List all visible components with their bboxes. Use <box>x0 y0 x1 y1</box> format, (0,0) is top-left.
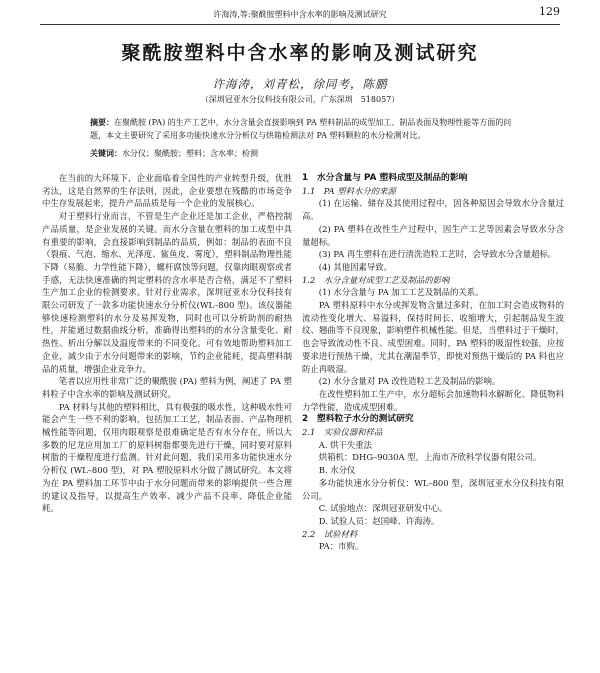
list-item: (1) 水分含量与 PA 加工工艺及制品的关系。 <box>318 287 484 298</box>
body-paragraph: 在当前的大环境下，企业面临着全国性的产业转型升级，优胜劣汰，这是自然界的生存法则，因此，企业要想在残酷的市场竞争中生存发展起来，提升产品品质是每一个企业的发展核心。 <box>42 173 292 209</box>
body-paragraph: 笔者以应用性非常广泛的聚酰胺 (PA) 塑料为例，阐述了 PA 塑料粒子中含水率的影响及测试研究。 <box>42 376 292 399</box>
list-item: A. 烘干失重法 <box>318 439 373 450</box>
section-1-heading: 1 水分含量与 PA 塑料成型及制品的影响 <box>302 173 468 183</box>
list-item: (2) PA 塑料在改性生产过程中，因生产工艺等因素会导致水分含量超标。 <box>302 223 564 247</box>
abstract-label: 摘要： <box>90 118 114 127</box>
left-column <box>42 172 292 515</box>
running-title: 许海涛,等:聚酰胺塑料中含水率的影响及测试研究 <box>213 10 387 19</box>
list-item: D. 试验人员：赵国峰、许海涛。 <box>318 515 440 526</box>
section-1-1-heading: 1.1 PA 塑料水分的来源 <box>302 185 396 196</box>
list-item: (1) 在运输、储存及其使用过程中，因各种原因会导致水分含量过高。 <box>302 198 564 222</box>
right-column <box>302 172 564 553</box>
list-item: (2) 水分含量对 PA 改性造粒工艺及制品的影响。 <box>318 376 501 387</box>
abstract <box>90 116 522 142</box>
page-number: 129 <box>539 5 560 18</box>
list-item: C. 试验地点：深圳冠亚研发中心。 <box>318 503 448 514</box>
keywords-text: 水分仪；聚酰胺；塑料；含水率；检测 <box>122 149 258 158</box>
list-item: (3) PA 再生塑料在进行清洗造粒工艺时，会导致水分含量超标。 <box>318 249 557 260</box>
running-header <box>40 5 560 25</box>
keywords <box>90 148 522 160</box>
list-item: 多功能快速水分分析仪：WL–800 型，深圳冠亚水分仪科技有限公司。 <box>302 477 564 501</box>
list-item: 烘箱机：DHG–9030A 型，上海市齐欣科学仪器有限公司。 <box>318 452 542 463</box>
body-paragraph: PA 材料与其他的塑料相比，具有极强的吸水性，这种吸水性可能会产生一些不利的影响，包括加工工艺，制品表面、产品物理机械性能等问题，仅用肉眼观察是很难确定是否有水分存在，所以大多数的尼龙应用加工厂的原料树脂都要先进行干燥，同时要对原料树脂的干燥程度进行监测。针对此问题，我们采用多功能快速水分分析仪 (WL–800 型)，对 PA 塑胶原料水分做了测试研究。本文将为在 PA 塑料加工环节中由于水分问题而带来的影响提供一些合理的建议及指导，以提高生产效率、减少产品不良率、降低企业能耗。 <box>42 401 292 514</box>
body-paragraph: 对于塑料行业而言，不管是生产企业还是加工企业，严格控制产品质量，是企业发展的关键。而水分含量在塑料的加工成型中具有重要的影响，会直接影响到制品的品质，例如：制品的表面不良（裂痕、气泡、缩水、光泽度、鲨鱼皮、雾度），塑料制品物理性能下降（易脆、力学性能下降），螺杆腐蚀等问题，仅靠肉眼观察或者手感，无法快速准确的判定塑料的含水率是否合格，满足不了塑料生产加工企业的检测要求。针对行业需求，深圳冠亚水分仪科技有限公司研发了一款多功能快速水分分析仪(WL–800 型)。该仪器能够快速检测塑料的水分及易挥发物，同时也可以分析助剂的耐热性，并能通过数据曲线分析，准确得出塑料的的水分含量变化、耐热性、析出分解以及温度带来的不同变化。可有效地帮助塑料加工企业，减少由于水分问题带来的影响，节约企业能耗，提高塑料制品的质量，增强企业竞争力。 <box>42 211 292 374</box>
abstract-text: 在聚酰胺 (PA) 的生产工艺中，水分含量会直接影响到 PA 塑料制品的成型加工、制品表面及物理性能等方面的问题，本文主要研究了采用多功能快速水分分析仪与烘箱检测法对 PA 塑料颗粒的水分检测对比。 <box>90 118 512 140</box>
list-item: PA：市购。 <box>318 541 364 552</box>
list-item: (4) 其他因素导致。 <box>318 261 392 272</box>
keywords-label: 关键词： <box>90 149 122 158</box>
section-2-heading: 2 塑料粒子水分的测试研究 <box>302 414 414 425</box>
section-2-2-heading: 2.2 试验材料 <box>302 528 358 539</box>
paper-title: 聚酰胺塑料中含水率的影响及测试研究 <box>121 42 479 64</box>
affiliation: （深圳冠亚水分仪科技有限公司，广东深圳 518057） <box>200 95 400 104</box>
body-paragraph: 在改性塑料加工生产中，水分超标会加速物料水解断化、降低物料力学性能，造成成型困难。 <box>302 388 564 412</box>
section-1-2-heading: 1.2 水分含量对成型工艺及制品的影响 <box>302 274 450 285</box>
section-2-1-heading: 2.1 实验仪器和样品 <box>302 427 383 438</box>
list-item: B. 水分仪 <box>318 465 356 476</box>
body-paragraph: PA 塑料原料中水分或挥发物含量过多时，在加工时会造成物料的流动性变化增大、易溢料，保持时间长、收缩增大，引起制品发生波纹、翘曲等不良现象，影响塑件机械性能。但是，当塑料过于干燥时，也会导致流动性不良、成型困难。同时，PA 塑料的吸湿性较强，应按要求进行预热干燥，尤其在潮湿季节，即使对预热干燥后的 PA 料也应防止再吸湿。 <box>302 300 564 374</box>
author-list: 许海涛，刘青松，徐同考，陈鹏 <box>212 77 388 91</box>
